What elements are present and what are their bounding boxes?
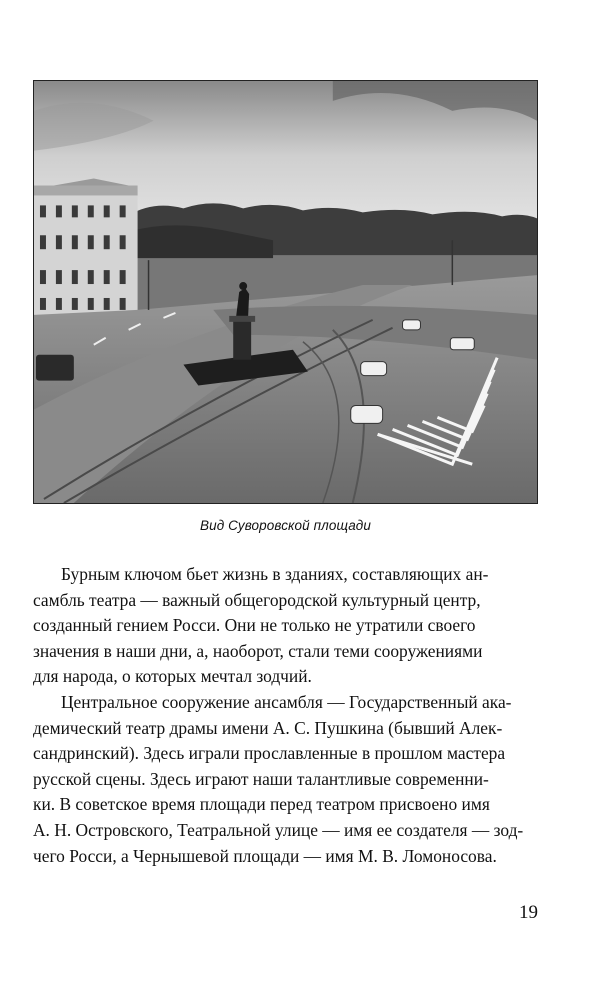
text-line: созданный гением Росси. Они не только не утратили своего	[33, 615, 476, 636]
text-line: А. Н. Островского, Театральной улице — имя ее создателя — зод-	[33, 819, 524, 840]
text-line: чего Росси, а Чернышевой площади — имя М. В. Ломоносова.	[33, 845, 497, 866]
photo-illustration	[34, 81, 537, 503]
page-number: 19	[519, 902, 538, 923]
text-line: Бурным ключом бьет жизнь в зданиях, составляющих ан-	[61, 564, 489, 584]
paragraph-2	[33, 690, 538, 869]
suvorov-square-photo	[33, 80, 538, 504]
body-text	[33, 562, 538, 869]
text-line: для народа, о которых мечтал зодчий.	[33, 666, 312, 687]
text-line: ки. В советское время площади перед театром присвоено имя	[33, 794, 490, 815]
text-line: Центральное сооружение ансамбля — Государственный ака-	[61, 691, 512, 712]
text-line: русской сцены. Здесь играют наши талантливые современни-	[33, 768, 489, 789]
text-line: сандринский). Здесь играли прославленные в прошлом мастера	[33, 743, 506, 764]
text-line: демический театр драмы имени А. С. Пушкина (бывший Алек-	[33, 717, 503, 738]
paragraph-1	[33, 562, 538, 690]
text-line: значения в наши дни, а, наоборот, стали теми сооружениями	[33, 640, 483, 661]
text-line: самбль театра — важный общегородской культурный центр,	[33, 589, 481, 610]
figure-caption: Вид Суворовской площади	[200, 518, 371, 533]
